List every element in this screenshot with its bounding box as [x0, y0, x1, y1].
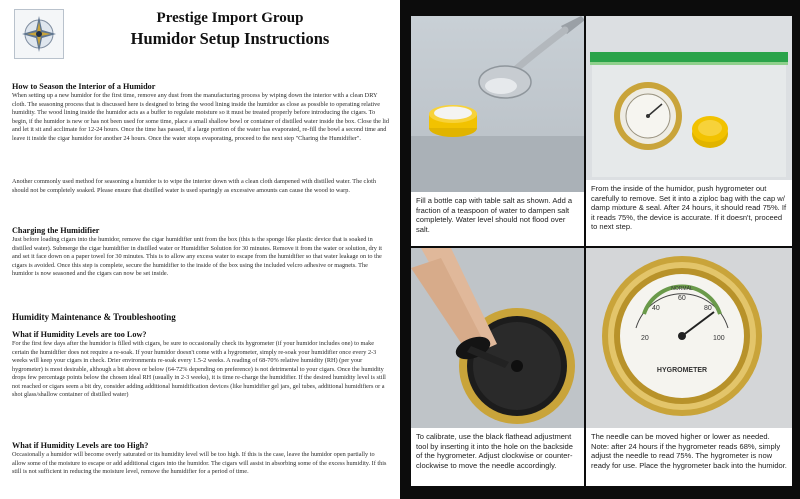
- too-low-paragraph: For the first few days after the humidor is filled with cigars, be sure to occasionally check its hygrometer (if your humidor includes one) to make certain the humidifier does not require a re-soak. If your humidor doesn't come with a hygrometer, simply re-soak your humidifier once every 2-3 weeks will keep your cigars in check. Drier environments re-soak every 1.5-2 weeks. A reading of 68-70% relative humidity (RH) (per your hygrometer) is most desirable, although a bit above or below (64-72% depending on preference) is not detrimental to your cigars. Once the humidity drops few percentage points below the chosen ideal RH (usually in 2-3 weeks), it is time re-charge the humidifier. If the desired humidity level is still not reached or cigars seem a bit dry, consider adding additional humidification devices (like humidifier gel jars, gel tubes, additional humidifiers or a shot glass/shallow container of distilled water): [12, 340, 386, 399]
- company-logo: [14, 9, 64, 59]
- needle-caption: The needle can be moved higher or lower as needed. Note: after 24 hours if the hygrometer reads 68%, simply adjust the needle to read 75%. The hygrometer is now ready for use. Place the hygrometer back into the humidor.: [586, 428, 792, 486]
- gauge-tick-40: 40: [652, 305, 660, 312]
- maintenance-heading: Humidity Maintenance & Troubleshooting: [12, 312, 176, 322]
- salt-caption: Fill a bottle cap with table salt as shown. Add a fraction of a teaspoon of water to dampen salt completely. Water level should not flood over salt.: [411, 192, 585, 246]
- crest-icon: [15, 10, 63, 58]
- calibrate-photo: [411, 248, 585, 428]
- gauge-tick-60: 60: [678, 295, 686, 302]
- company-name: Prestige Import Group: [156, 10, 304, 26]
- gauge-dial-label: HYGROMETER: [656, 367, 708, 374]
- calibrate-caption: To calibrate, use the black flathead adjustment tool by inserting it into the hole on the backside of the hygrometer. Adjust clockwise or counter-clockwise to move the needle accordingly.: [411, 428, 585, 486]
- charging-heading: Charging the Humidifier: [12, 226, 100, 235]
- season-paragraph-1: When setting up a new humidor for the first time, remove any dust from the manufacturing process by wiping down the interior with a clean DRY cloth. The seasoning process that is discussed here is designed to bring the wood lining inside the humidor as close as possible to operating relative humidity. The wood lining inside the humidor acts as a buffer to regulate moisture so it must be treated properly before introducing the cigars. To begin, if the humidor is new or has not been used for some time, place a small shallow bowl or container of distilled water inside the box. Close the lid and let it sit and acclimate for 12-24 hours. Once the time has passed, if a large portion of the water has evaporated, re-fill the bowl a second time and leave it inside the cigar humidor for another 24 hours. Once the water stops evaporating, proceed to the next step "Charing the Humidifier".: [12, 92, 389, 142]
- bag-photo: [586, 16, 792, 180]
- hygrometer-photo: [586, 248, 792, 428]
- bag-caption: From the inside of the humidor, push hygrometer out carefully to remove. Set it into a ziploc bag with the cap w/ damp mixture & seal. After 24 hours, it should read 75%. If it reads 75%, the device is accurate. If it doesn't, proceed to next step.: [586, 180, 792, 246]
- gauge-tick-20: 20: [641, 335, 649, 342]
- step-panel-calibrate: [409, 246, 587, 490]
- document-header: [70, 8, 390, 50]
- photo-steps: [400, 0, 800, 499]
- gauge-tick-100: 100: [713, 335, 725, 342]
- season-paragraph-2: Another commonly used method for seasoning a humidor is to wipe the interior down with a clean cloth dampened with distilled water. The cloth should not be completely soaked. Please ensure that distilled water is used sparingly as excessive amounts can cause the wood to warp.: [12, 178, 377, 194]
- gauge-dial-top: NORMAL: [671, 286, 693, 292]
- too-high-heading: What if Humidity Levels are too High?: [12, 441, 149, 450]
- charging-paragraph: Just before loading cigars into the humidor, remove the cigar humidifier unit from the box (this is the sponge like plastic device that is soaked in distilled water). Submerge the cigar humidifier in distilled water or Humidifier Solution for 30 minutes. Remove it from the water or solution, dry it and set it face down on a paper towel for 30 minutes. This is to allow any excess water to escape from the humidifier so that water leakage on to the cigars is avoided. Once this step is complete, secure the humidifier to the inside of the box using the included velcro adhesive or magnets. The humidor is now seasoned and the cigars can now be set inside.: [12, 236, 382, 278]
- salt-photo: [411, 16, 585, 192]
- too-high-paragraph: Occasionally a humidor will become overly saturated or its humidity level will be too high. If this is the case, leave the humidor open partially to allow some of the moisture to escape or add additional cigars into the humidor. The cigars will assist in absorbing some of the excess humidity. If this still is not sufficient in reducing the moisture level, remove the humidifier for a period of time.: [12, 451, 387, 476]
- step-panel-needle: [584, 246, 794, 490]
- gauge-tick-80: 80: [704, 305, 712, 312]
- document-title: Humidor Setup Instructions: [130, 29, 330, 48]
- step-panel-bag: [584, 14, 794, 250]
- too-low-heading: What if Humidity Levels are too Low?: [12, 330, 147, 339]
- season-heading: How to Season the Interior of a Humidor: [12, 82, 156, 91]
- step-panel-salt: [409, 14, 587, 250]
